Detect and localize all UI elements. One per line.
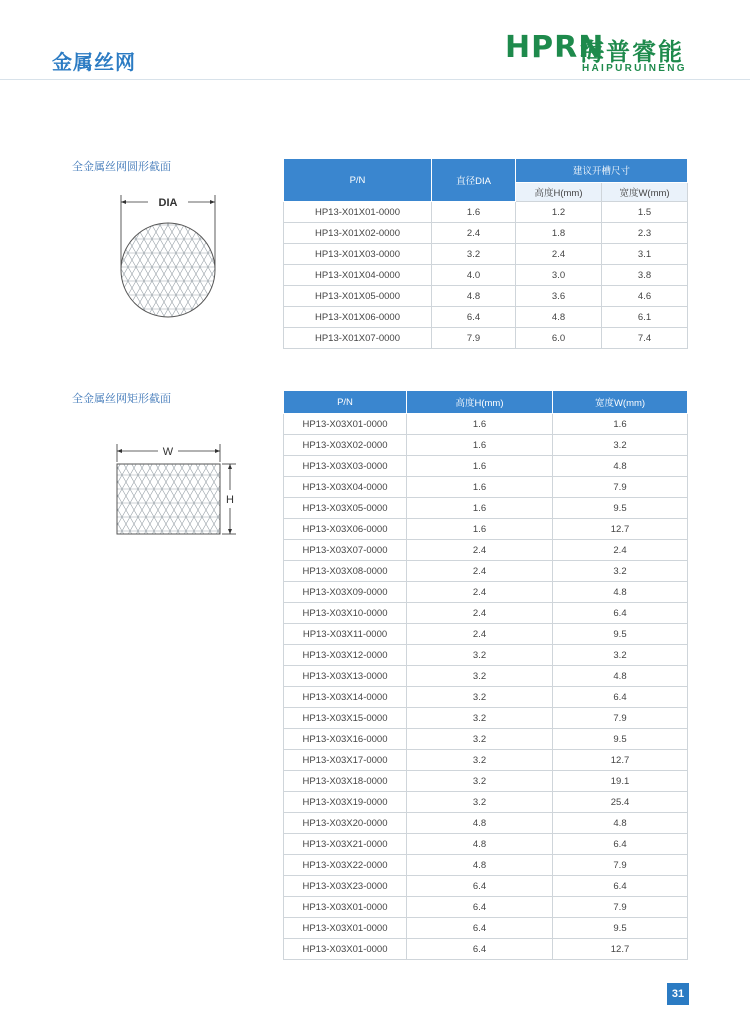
table-cell: HP13-X03X01-0000 <box>284 939 407 960</box>
table-cell: 2.4 <box>516 244 602 265</box>
table-cell: 7.9 <box>553 855 688 876</box>
rect-section-label: 全金属丝网矩形截面 <box>72 392 171 405</box>
table-cell: 4.8 <box>553 456 688 477</box>
col-header-height: 高度H(mm) <box>407 391 553 414</box>
table-cell: HP13-X03X15-0000 <box>284 708 407 729</box>
table-cell: 4.8 <box>407 834 553 855</box>
table-cell: HP13-X03X12-0000 <box>284 645 407 666</box>
table-row <box>284 918 688 939</box>
table-row <box>284 477 688 498</box>
rect-table-body <box>284 414 688 960</box>
table-cell: HP13-X01X07-0000 <box>284 328 432 349</box>
table-row <box>284 897 688 918</box>
table-cell: 7.9 <box>553 897 688 918</box>
col-header-pn: P/N <box>284 391 407 414</box>
table-row <box>284 456 688 477</box>
table-cell: HP13-X03X18-0000 <box>284 771 407 792</box>
table-cell: 6.4 <box>407 939 553 960</box>
table-row <box>284 307 688 328</box>
table-row <box>284 435 688 456</box>
table-cell: 6.4 <box>553 687 688 708</box>
table-row <box>284 813 688 834</box>
table-cell: 3.2 <box>407 750 553 771</box>
table-cell: HP13-X01X06-0000 <box>284 307 432 328</box>
table-cell: 2.4 <box>407 603 553 624</box>
table-cell: 2.4 <box>407 561 553 582</box>
table-cell: 1.6 <box>407 498 553 519</box>
table-cell: 4.8 <box>553 582 688 603</box>
table-cell: HP13-X03X10-0000 <box>284 603 407 624</box>
table-cell: HP13-X03X20-0000 <box>284 813 407 834</box>
header-divider <box>0 79 750 80</box>
table-cell: HP13-X03X09-0000 <box>284 582 407 603</box>
table-cell: 4.8 <box>553 813 688 834</box>
table-cell: 4.8 <box>407 855 553 876</box>
table-cell: 3.8 <box>602 265 688 286</box>
table-cell: 4.0 <box>432 265 516 286</box>
logo-chinese-name: 海普睿能 <box>580 38 684 66</box>
rect-cross-section-diagram <box>110 440 245 540</box>
table-cell: 1.6 <box>407 435 553 456</box>
logo-english-name: HAIPURUINENG <box>582 63 687 74</box>
table-cell: HP13-X03X14-0000 <box>284 687 407 708</box>
rect-spec-table <box>283 390 688 960</box>
table-cell: 2.3 <box>602 223 688 244</box>
table-cell: 1.6 <box>553 414 688 435</box>
table-cell: 12.7 <box>553 939 688 960</box>
table-cell: HP13-X03X16-0000 <box>284 729 407 750</box>
round-section-label: 全金属丝网圆形截面 <box>72 160 171 173</box>
company-logo <box>505 30 705 80</box>
table-cell: 25.4 <box>553 792 688 813</box>
table-row <box>284 603 688 624</box>
table-row <box>284 876 688 897</box>
round-spec-table <box>283 158 688 349</box>
table-cell: 9.5 <box>553 498 688 519</box>
table-row <box>284 202 688 223</box>
table-cell: 3.2 <box>407 645 553 666</box>
table-cell: 4.8 <box>432 286 516 307</box>
table-cell: HP13-X03X06-0000 <box>284 519 407 540</box>
table-cell: HP13-X03X01-0000 <box>284 414 407 435</box>
table-row <box>284 624 688 645</box>
table-row <box>284 286 688 307</box>
table-cell: 3.2 <box>553 561 688 582</box>
table-row <box>284 540 688 561</box>
table-cell: 6.4 <box>407 876 553 897</box>
table-row <box>284 265 688 286</box>
height-label: H <box>226 494 234 506</box>
table-cell: 3.2 <box>553 645 688 666</box>
table-cell: 6.4 <box>432 307 516 328</box>
table-cell: 9.5 <box>553 624 688 645</box>
page-number: 31 <box>667 983 689 1005</box>
table-cell: 3.2 <box>407 666 553 687</box>
table-cell: 2.4 <box>432 223 516 244</box>
table-cell: HP13-X03X11-0000 <box>284 624 407 645</box>
col-header-groove-size: 建议开槽尺寸 <box>516 159 688 183</box>
table-cell: 4.8 <box>407 813 553 834</box>
table-cell: 1.5 <box>602 202 688 223</box>
table-cell: 3.2 <box>432 244 516 265</box>
table-row <box>284 666 688 687</box>
table-cell: 19.1 <box>553 771 688 792</box>
col-header-pn: P/N <box>284 159 432 202</box>
table-cell: 7.4 <box>602 328 688 349</box>
table-cell: 3.6 <box>516 286 602 307</box>
table-cell: 1.2 <box>516 202 602 223</box>
table-row <box>284 244 688 265</box>
col-header-width: 宽度W(mm) <box>553 391 688 414</box>
table-cell: 4.8 <box>516 307 602 328</box>
page-title: 金属丝网 <box>52 50 136 74</box>
logo-mark: HPRN <box>505 30 605 65</box>
table-cell: HP13-X03X01-0000 <box>284 897 407 918</box>
table-cell: 2.4 <box>407 624 553 645</box>
table-cell: 3.2 <box>407 687 553 708</box>
table-cell: 6.0 <box>516 328 602 349</box>
table-row <box>284 834 688 855</box>
table-cell: 3.2 <box>407 729 553 750</box>
table-cell: 12.7 <box>553 519 688 540</box>
table-row <box>284 582 688 603</box>
dia-label: DIA <box>158 197 178 209</box>
table-cell: 6.4 <box>553 876 688 897</box>
table-row <box>284 561 688 582</box>
table-cell: HP13-X03X22-0000 <box>284 855 407 876</box>
table-cell: 3.2 <box>407 771 553 792</box>
table-cell: HP13-X03X23-0000 <box>284 876 407 897</box>
table-row <box>284 498 688 519</box>
table-row <box>284 792 688 813</box>
table-cell: HP13-X03X01-0000 <box>284 918 407 939</box>
col-header-dia: 直径DIA <box>432 159 516 202</box>
table-row <box>284 519 688 540</box>
table-cell: 7.9 <box>553 708 688 729</box>
round-cross-section-diagram <box>108 190 228 330</box>
table-row <box>284 939 688 960</box>
table-row <box>284 687 688 708</box>
table-cell: HP13-X01X02-0000 <box>284 223 432 244</box>
table-cell: HP13-X03X07-0000 <box>284 540 407 561</box>
table-cell: 2.4 <box>553 540 688 561</box>
table-cell: 6.4 <box>553 834 688 855</box>
table-cell: 4.6 <box>602 286 688 307</box>
table-cell: HP13-X03X21-0000 <box>284 834 407 855</box>
table-cell: 1.6 <box>407 519 553 540</box>
table-cell: 4.8 <box>553 666 688 687</box>
table-cell: HP13-X01X03-0000 <box>284 244 432 265</box>
table-cell: 9.5 <box>553 918 688 939</box>
table-cell: 6.4 <box>553 603 688 624</box>
round-table-body <box>284 202 688 349</box>
table-row <box>284 771 688 792</box>
table-cell: 1.6 <box>432 202 516 223</box>
table-cell: 7.9 <box>553 477 688 498</box>
table-cell: HP13-X03X03-0000 <box>284 456 407 477</box>
col-header-height: 高度H(mm) <box>516 182 602 201</box>
table-cell: HP13-X01X05-0000 <box>284 286 432 307</box>
table-cell: 3.0 <box>516 265 602 286</box>
table-cell: 6.1 <box>602 307 688 328</box>
table-cell: 3.2 <box>407 708 553 729</box>
table-cell: HP13-X01X04-0000 <box>284 265 432 286</box>
table-cell: 6.4 <box>407 918 553 939</box>
table-cell: HP13-X03X08-0000 <box>284 561 407 582</box>
table-cell: 2.4 <box>407 582 553 603</box>
table-row <box>284 750 688 771</box>
table-cell: 1.6 <box>407 456 553 477</box>
table-cell: HP13-X03X04-0000 <box>284 477 407 498</box>
table-row <box>284 729 688 750</box>
table-cell: 9.5 <box>553 729 688 750</box>
table-cell: 3.2 <box>553 435 688 456</box>
table-cell: 7.9 <box>432 328 516 349</box>
table-row <box>284 708 688 729</box>
table-cell: HP13-X03X17-0000 <box>284 750 407 771</box>
table-cell: 12.7 <box>553 750 688 771</box>
table-row <box>284 414 688 435</box>
table-cell: 6.4 <box>407 897 553 918</box>
table-cell: 1.8 <box>516 223 602 244</box>
table-row <box>284 223 688 244</box>
table-cell: HP13-X03X05-0000 <box>284 498 407 519</box>
table-row <box>284 645 688 666</box>
table-cell: 1.6 <box>407 414 553 435</box>
table-row <box>284 855 688 876</box>
table-row <box>284 328 688 349</box>
table-cell: 3.2 <box>407 792 553 813</box>
table-cell: HP13-X03X13-0000 <box>284 666 407 687</box>
table-cell: HP13-X03X19-0000 <box>284 792 407 813</box>
table-cell: HP13-X01X01-0000 <box>284 202 432 223</box>
table-cell: HP13-X03X02-0000 <box>284 435 407 456</box>
width-label: W <box>162 446 174 458</box>
col-header-width: 宽度W(mm) <box>602 182 688 201</box>
table-cell: 3.1 <box>602 244 688 265</box>
table-cell: 2.4 <box>407 540 553 561</box>
table-cell: 1.6 <box>407 477 553 498</box>
